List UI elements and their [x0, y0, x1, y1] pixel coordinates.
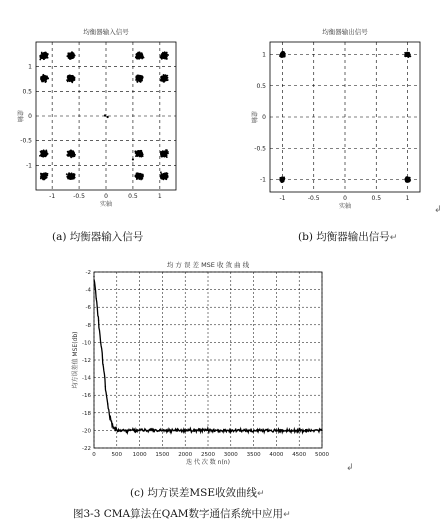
paragraph-mark: ↵ [283, 510, 291, 520]
data-point [230, 430, 231, 431]
data-point [109, 417, 110, 418]
x-tick-label: 1000 [132, 452, 147, 458]
data-point [96, 298, 97, 299]
data-point [102, 364, 103, 365]
data-point [162, 430, 163, 431]
constellation-cluster [135, 51, 145, 59]
input-constellation-chart [12, 28, 182, 216]
y-tick-label: -1 [26, 162, 32, 170]
x-tick-label: 4000 [269, 452, 284, 458]
constellation-cluster [39, 52, 49, 61]
y-tick-label: 0.5 [22, 88, 32, 96]
data-point [130, 430, 131, 431]
x-axis-label: 迭 代 次 数 n(n) [186, 459, 230, 466]
x-tick-label: -1 [49, 193, 56, 200]
caption-c-text: (c) 均方误差MSE收敛曲线 [130, 487, 258, 499]
data-point [185, 430, 186, 431]
y-tick-label: -18 [82, 410, 91, 417]
figure-caption-text: 图3-3 CMA算法在QAM数字通信系统中应用 [73, 508, 284, 520]
y-axis-label: 虚轴 [250, 110, 257, 124]
constellation-cluster [279, 51, 286, 58]
caption-b [298, 229, 397, 244]
data-point [139, 430, 140, 431]
paragraph-mark: ↲ [346, 463, 354, 473]
data-point [116, 430, 117, 431]
y-tick-label: 1 [28, 63, 32, 71]
constellation-cluster [279, 176, 285, 183]
constellation-cluster [160, 149, 169, 158]
constellation-cluster [160, 74, 169, 83]
output-constellation-chart [234, 28, 434, 218]
y-tick-label: -14 [82, 375, 91, 382]
mse-convergence-chart [66, 260, 330, 472]
data-point [107, 403, 108, 404]
paragraph-mark: ↵ [257, 489, 265, 499]
y-axis-label: 均方误差值 MSE(db) [72, 331, 79, 389]
x-tick-label: -0.5 [73, 193, 85, 200]
y-tick-label: -2 [85, 270, 91, 276]
x-tick-label: 0 [92, 452, 96, 458]
paragraph-mark: ↲ [434, 205, 442, 215]
data-point [105, 386, 106, 387]
constellation-cluster [160, 171, 169, 180]
data-point [114, 428, 115, 429]
outlier-point [104, 114, 106, 116]
x-tick-label: -0.5 [307, 195, 320, 202]
x-tick-label: 1500 [155, 452, 170, 458]
constellation-cluster [135, 74, 143, 82]
data-point [276, 430, 277, 431]
x-tick-label: 500 [111, 452, 123, 458]
outlier-point [132, 158, 134, 160]
figure-caption [73, 506, 291, 521]
constellation-cluster [39, 149, 48, 157]
data-point [121, 430, 122, 431]
y-tick-label: -16 [82, 393, 91, 400]
y-tick-label: 1 [262, 51, 266, 59]
y-tick-label: 0 [262, 114, 266, 121]
x-axis-label: 实轴 [338, 203, 352, 210]
x-tick-label: 1 [405, 195, 410, 202]
x-tick-label: 4500 [292, 452, 307, 458]
x-tick-label: 0 [104, 193, 108, 200]
outlier-point [107, 116, 109, 118]
y-tick-label: -22 [82, 446, 91, 452]
x-tick-label: 0.5 [371, 195, 382, 202]
x-axis-label: 实轴 [99, 201, 113, 208]
x-tick-label: 2500 [201, 452, 215, 458]
x-tick-label: 3500 [246, 452, 261, 458]
y-tick-label: -0.5 [254, 145, 266, 153]
x-tick-label: 0 [343, 195, 347, 202]
x-tick-label: 5000 [315, 452, 329, 458]
data-point [98, 320, 99, 321]
constellation-cluster [66, 74, 75, 83]
constellation-cluster [404, 52, 411, 58]
x-tick-label: 1 [157, 193, 162, 200]
constellation-cluster [40, 74, 49, 83]
constellation-cluster [160, 51, 169, 60]
constellation-cluster [66, 172, 76, 180]
y-tick-label: -0.5 [20, 137, 32, 145]
data-point [125, 430, 126, 431]
chart-title: 均衡器输出信号 [322, 28, 368, 36]
data-point [321, 430, 322, 431]
constellation-cluster [66, 51, 75, 60]
y-tick-label: -8 [85, 322, 91, 329]
x-tick-label: -1 [279, 195, 286, 202]
y-tick-label: -12 [82, 358, 91, 364]
data-point [100, 342, 101, 343]
y-axis-label: 虚轴 [16, 109, 23, 123]
x-tick-label: 2000 [178, 452, 193, 458]
caption-a: (a) 均衡器输入信号 [52, 231, 144, 243]
y-tick-label: -20 [82, 428, 91, 435]
paragraph-mark: ↵ [389, 233, 398, 243]
y-tick-label: 0.5 [256, 82, 266, 90]
data-point [112, 425, 113, 426]
constellation-cluster [134, 172, 143, 180]
x-tick-label: 0.5 [128, 193, 138, 200]
data-point [299, 430, 300, 431]
chart-title: 均衡器输入信号 [83, 28, 129, 36]
data-point [207, 430, 208, 431]
chart-title: 均 方 误 差 MSE 收 敛 曲 线 [166, 261, 250, 269]
x-tick-label: 3000 [223, 452, 238, 458]
data-point [93, 276, 94, 277]
y-tick-label: -4 [85, 287, 91, 294]
constellation-cluster [40, 172, 49, 180]
y-tick-label: 0 [28, 113, 32, 120]
caption-b-text: (b) 均衡器输出信号 [298, 231, 390, 243]
constellation-cluster [66, 150, 76, 159]
constellation-cluster [405, 176, 411, 183]
y-tick-label: -6 [85, 305, 91, 312]
constellation-cluster [134, 150, 143, 158]
caption-c [130, 485, 265, 500]
y-tick-label: -10 [82, 340, 91, 347]
y-tick-label: -1 [260, 176, 266, 184]
data-point [253, 430, 254, 431]
